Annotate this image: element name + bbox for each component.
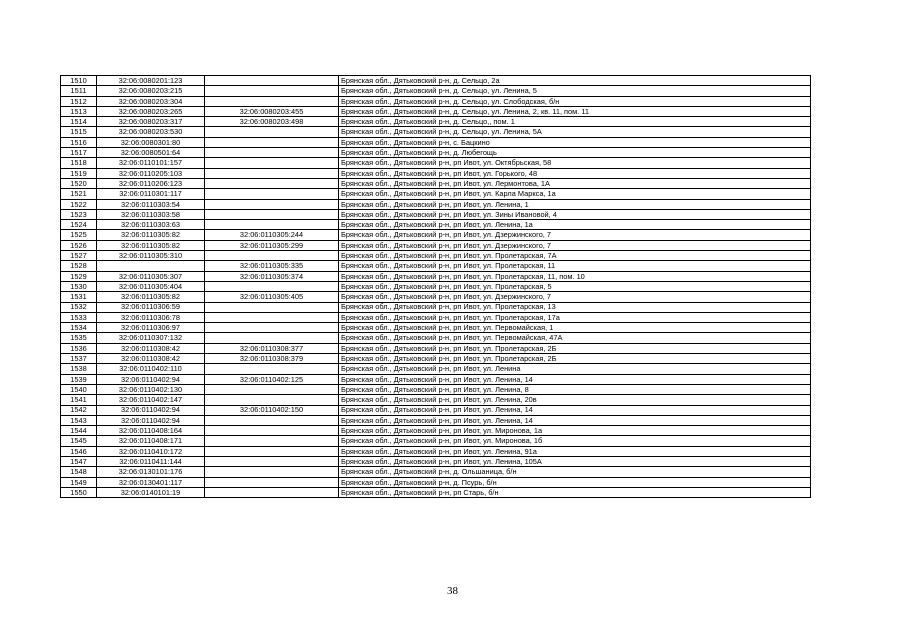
table-row bbox=[61, 436, 811, 446]
row-number-cell: 1541 bbox=[61, 395, 97, 405]
object-cadastral-number-cell bbox=[205, 395, 339, 405]
row-number-cell: 1527 bbox=[61, 251, 97, 261]
row-number-cell: 1534 bbox=[61, 323, 97, 333]
object-cadastral-number-cell bbox=[205, 426, 339, 436]
address-cell: Брянская обл., Дятьковский р-н, д. Ольшаница, б/н bbox=[339, 467, 811, 477]
row-number-cell: 1547 bbox=[61, 456, 97, 466]
row-number-cell: 1531 bbox=[61, 292, 97, 302]
address-cell: Брянская обл., Дятьковский р-н, рп Ивот, ул. Ленина, 91а bbox=[339, 446, 811, 456]
cadastral-number-cell: 32:06:0110305:82 bbox=[97, 292, 205, 302]
object-cadastral-number-cell bbox=[205, 209, 339, 219]
cadastral-number-cell: 32:06:0110305:404 bbox=[97, 281, 205, 291]
object-cadastral-number-cell: 32:06:0110305:244 bbox=[205, 230, 339, 240]
object-cadastral-number-cell: 32:06:0110402:150 bbox=[205, 405, 339, 415]
row-number-cell: 1543 bbox=[61, 415, 97, 425]
table-row bbox=[61, 487, 811, 497]
object-cadastral-number-cell bbox=[205, 96, 339, 106]
table-row bbox=[61, 209, 811, 219]
object-cadastral-number-cell bbox=[205, 137, 339, 147]
address-cell: Брянская обл., Дятьковский р-н, рп Ивот, ул. Пролетарская, 2Б bbox=[339, 354, 811, 364]
cadastral-number-cell: 32:06:0110305:307 bbox=[97, 271, 205, 281]
row-number-cell: 1517 bbox=[61, 148, 97, 158]
table-row bbox=[61, 446, 811, 456]
row-number-cell: 1536 bbox=[61, 343, 97, 353]
cadastral-number-cell: 32:06:0110305:82 bbox=[97, 230, 205, 240]
address-cell: Брянская обл., Дятьковский р-н, д. Сельцо, ул. Ленина, 5А bbox=[339, 127, 811, 137]
cadastral-number-cell: 32:06:0110408:164 bbox=[97, 426, 205, 436]
cadastral-number-cell: 32:06:0110402:130 bbox=[97, 384, 205, 394]
object-cadastral-number-cell: 32:06:0110308:377 bbox=[205, 343, 339, 353]
row-number-cell: 1510 bbox=[61, 76, 97, 86]
table-row bbox=[61, 354, 811, 364]
address-cell: Брянская обл., Дятьковский р-н, рп Ивот, ул. Ленина, 14 bbox=[339, 374, 811, 384]
row-number-cell: 1511 bbox=[61, 86, 97, 96]
object-cadastral-number-cell bbox=[205, 436, 339, 446]
cadastral-number-cell: 32:06:0110303:63 bbox=[97, 220, 205, 230]
table-row bbox=[61, 158, 811, 168]
row-number-cell: 1550 bbox=[61, 487, 97, 497]
address-cell: Брянская обл., Дятьковский р-н, рп Ивот, ул. Ленина, 1 bbox=[339, 199, 811, 209]
table-row bbox=[61, 467, 811, 477]
address-cell: Брянская обл., Дятьковский р-н, рп Ивот, ул. Зины Ивановой, 4 bbox=[339, 209, 811, 219]
object-cadastral-number-cell: 32:06:0110308:379 bbox=[205, 354, 339, 364]
cadastral-number-cell: 32:06:0110408:171 bbox=[97, 436, 205, 446]
address-cell: Брянская обл., Дятьковский р-н, рп Ивот, ул. Ленина, 14 bbox=[339, 405, 811, 415]
cadastral-number-cell: 32:06:0130401:117 bbox=[97, 477, 205, 487]
object-cadastral-number-cell bbox=[205, 467, 339, 477]
address-cell: Брянская обл., Дятьковский р-н, д. Сельцо,, пом. 1 bbox=[339, 117, 811, 127]
table-row bbox=[61, 415, 811, 425]
address-cell: Брянская обл., Дятьковский р-н, рп Ивот, ул. Карла Маркса, 1а bbox=[339, 189, 811, 199]
row-number-cell: 1525 bbox=[61, 230, 97, 240]
table-row bbox=[61, 333, 811, 343]
cadastral-number-cell: 32:06:0110402:94 bbox=[97, 415, 205, 425]
object-cadastral-number-cell bbox=[205, 86, 339, 96]
address-cell: Брянская обл., Дятьковский р-н, д. Псурь, б/н bbox=[339, 477, 811, 487]
address-cell: Брянская обл., Дятьковский р-н, рп Ивот, ул. Первомайская, 47А bbox=[339, 333, 811, 343]
address-cell: Брянская обл., Дятьковский р-н, д. Сельцо, ул. Ленина, 5 bbox=[339, 86, 811, 96]
row-number-cell: 1521 bbox=[61, 189, 97, 199]
address-cell: Брянская обл., Дятьковский р-н, рп Ивот, ул. Дзержинского, 7 bbox=[339, 230, 811, 240]
address-cell: Брянская обл., Дятьковский р-н, д. Любегощь bbox=[339, 148, 811, 158]
address-cell: Брянская обл., Дятьковский р-н, д. Сельцо, ул. Ленина, 2, кв. 11, пом. 11 bbox=[339, 106, 811, 116]
table-row bbox=[61, 302, 811, 312]
table-row bbox=[61, 374, 811, 384]
cadastral-number-cell: 32:06:0080501:64 bbox=[97, 148, 205, 158]
address-cell: Брянская обл., Дятьковский р-н, рп Ивот, ул. Лермонтова, 1А bbox=[339, 178, 811, 188]
address-cell: Брянская обл., Дятьковский р-н, рп Ивот, ул. Ленина, 14 bbox=[339, 415, 811, 425]
address-cell: Брянская обл., Дятьковский р-н, рп Ивот, ул. Миронова, 1а bbox=[339, 426, 811, 436]
object-cadastral-number-cell: 32:06:0110402:125 bbox=[205, 374, 339, 384]
cadastral-number-cell: 32:06:0110402:94 bbox=[97, 374, 205, 384]
address-cell: Брянская обл., Дятьковский р-н, рп Ивот, ул. Дзержинского, 7 bbox=[339, 240, 811, 250]
address-cell: Брянская обл., Дятьковский р-н, рп Ивот, ул. Пролетарская, 13 bbox=[339, 302, 811, 312]
cadastral-number-cell: 32:06:0110101:157 bbox=[97, 158, 205, 168]
address-cell: Брянская обл., Дятьковский р-н, рп Ивот, ул. Ленина, 1а bbox=[339, 220, 811, 230]
table-row bbox=[61, 168, 811, 178]
cadastral-number-cell: 32:06:0110402:94 bbox=[97, 405, 205, 415]
object-cadastral-number-cell: 32:06:0080203:498 bbox=[205, 117, 339, 127]
address-cell: Брянская обл., Дятьковский р-н, д. Сельцо, ул. Слободская, б/н bbox=[339, 96, 811, 106]
object-cadastral-number-cell: 32:06:0110305:299 bbox=[205, 240, 339, 250]
row-number-cell: 1546 bbox=[61, 446, 97, 456]
table-row bbox=[61, 477, 811, 487]
cadastral-number-cell: 32:06:0110305:82 bbox=[97, 240, 205, 250]
cadastral-number-cell: 32:06:0110410:172 bbox=[97, 446, 205, 456]
row-number-cell: 1513 bbox=[61, 106, 97, 116]
row-number-cell: 1522 bbox=[61, 199, 97, 209]
row-number-cell: 1528 bbox=[61, 261, 97, 271]
row-number-cell: 1538 bbox=[61, 364, 97, 374]
table-row bbox=[61, 384, 811, 394]
row-number-cell: 1537 bbox=[61, 354, 97, 364]
table-row bbox=[61, 292, 811, 302]
row-number-cell: 1545 bbox=[61, 436, 97, 446]
row-number-cell: 1519 bbox=[61, 168, 97, 178]
object-cadastral-number-cell: 32:06:0110305:374 bbox=[205, 271, 339, 281]
table-row bbox=[61, 199, 811, 209]
cadastral-number-cell: 32:06:0080301:80 bbox=[97, 137, 205, 147]
cadastral-number-cell: 32:06:0110303:54 bbox=[97, 199, 205, 209]
cadastral-number-cell: 32:06:0110308:42 bbox=[97, 343, 205, 353]
object-cadastral-number-cell bbox=[205, 148, 339, 158]
object-cadastral-number-cell bbox=[205, 384, 339, 394]
cadastral-number-cell: 32:06:0110402:110 bbox=[97, 364, 205, 374]
table-row bbox=[61, 86, 811, 96]
row-number-cell: 1514 bbox=[61, 117, 97, 127]
address-cell: Брянская обл., Дятьковский р-н, рп Ивот, ул. Пролетарская, 2Б bbox=[339, 343, 811, 353]
object-cadastral-number-cell bbox=[205, 446, 339, 456]
cadastral-number-cell bbox=[97, 261, 205, 271]
row-number-cell: 1524 bbox=[61, 220, 97, 230]
row-number-cell: 1530 bbox=[61, 281, 97, 291]
cadastral-number-cell: 32:06:0080201:123 bbox=[97, 76, 205, 86]
table-row bbox=[61, 76, 811, 86]
cadastral-table bbox=[60, 75, 811, 498]
object-cadastral-number-cell bbox=[205, 281, 339, 291]
object-cadastral-number-cell bbox=[205, 251, 339, 261]
object-cadastral-number-cell: 32:06:0110305:335 bbox=[205, 261, 339, 271]
address-cell: Брянская обл., Дятьковский р-н, рп Ивот, ул. Дзержинского, 7 bbox=[339, 292, 811, 302]
cadastral-number-cell: 32:06:0110303:58 bbox=[97, 209, 205, 219]
table-row bbox=[61, 456, 811, 466]
object-cadastral-number-cell: 32:06:0080203:455 bbox=[205, 106, 339, 116]
row-number-cell: 1532 bbox=[61, 302, 97, 312]
row-number-cell: 1515 bbox=[61, 127, 97, 137]
address-cell: Брянская обл., Дятьковский р-н, рп Ивот, ул. Пролетарская, 5 bbox=[339, 281, 811, 291]
cadastral-number-cell: 32:06:0110306:97 bbox=[97, 323, 205, 333]
address-cell: Брянская обл., Дятьковский р-н, рп Ивот, ул. Ленина, 105А bbox=[339, 456, 811, 466]
cadastral-number-cell: 32:06:0140101:19 bbox=[97, 487, 205, 497]
object-cadastral-number-cell bbox=[205, 220, 339, 230]
object-cadastral-number-cell bbox=[205, 456, 339, 466]
table-row bbox=[61, 271, 811, 281]
cadastral-number-cell: 32:06:0110307:132 bbox=[97, 333, 205, 343]
address-cell: Брянская обл., Дятьковский р-н, рп Ивот, ул. Пролетарская, 7А bbox=[339, 251, 811, 261]
object-cadastral-number-cell bbox=[205, 323, 339, 333]
row-number-cell: 1518 bbox=[61, 158, 97, 168]
table-row bbox=[61, 405, 811, 415]
table-row bbox=[61, 220, 811, 230]
table-row bbox=[61, 261, 811, 271]
address-cell: Брянская обл., Дятьковский р-н, рп Ивот, ул. Миронова, 1б bbox=[339, 436, 811, 446]
cadastral-number-cell: 32:06:0080203:215 bbox=[97, 86, 205, 96]
cadastral-table-body bbox=[61, 76, 811, 498]
table-row bbox=[61, 117, 811, 127]
address-cell: Брянская обл., Дятьковский р-н, д. Сельцо, 2а bbox=[339, 76, 811, 86]
address-cell: Брянская обл., Дятьковский р-н, рп Ивот, ул. Ленина bbox=[339, 364, 811, 374]
row-number-cell: 1548 bbox=[61, 467, 97, 477]
cadastral-number-cell: 32:06:0110411:144 bbox=[97, 456, 205, 466]
table-row bbox=[61, 230, 811, 240]
object-cadastral-number-cell bbox=[205, 76, 339, 86]
table-row bbox=[61, 312, 811, 322]
row-number-cell: 1512 bbox=[61, 96, 97, 106]
table-row bbox=[61, 395, 811, 405]
address-cell: Брянская обл., Дятьковский р-н, с. Бацкино bbox=[339, 137, 811, 147]
page-number: 38 bbox=[447, 585, 458, 597]
cadastral-number-cell: 32:06:0110308:42 bbox=[97, 354, 205, 364]
cadastral-number-cell: 32:06:0110301:117 bbox=[97, 189, 205, 199]
table-row bbox=[61, 323, 811, 333]
row-number-cell: 1535 bbox=[61, 333, 97, 343]
address-cell: Брянская обл., Дятьковский р-н, рп Ивот, ул. Горького, 48 bbox=[339, 168, 811, 178]
object-cadastral-number-cell bbox=[205, 312, 339, 322]
cadastral-number-cell: 32:06:0080203:317 bbox=[97, 117, 205, 127]
object-cadastral-number-cell bbox=[205, 364, 339, 374]
row-number-cell: 1526 bbox=[61, 240, 97, 250]
row-number-cell: 1540 bbox=[61, 384, 97, 394]
table-row bbox=[61, 426, 811, 436]
address-cell: Брянская обл., Дятьковский р-н, рп Ивот, ул. Пролетарская, 11 bbox=[339, 261, 811, 271]
address-cell: Брянская обл., Дятьковский р-н, рп Ивот, ул. Пролетарская, 17а bbox=[339, 312, 811, 322]
address-cell: Брянская обл., Дятьковский р-н, рп Ивот, ул. Первомайская, 1 bbox=[339, 323, 811, 333]
row-number-cell: 1542 bbox=[61, 405, 97, 415]
cadastral-number-cell: 32:06:0130101:176 bbox=[97, 467, 205, 477]
object-cadastral-number-cell bbox=[205, 189, 339, 199]
object-cadastral-number-cell bbox=[205, 199, 339, 209]
address-cell: Брянская обл., Дятьковский р-н, рп Ивот, ул. Ленина, 20в bbox=[339, 395, 811, 405]
row-number-cell: 1533 bbox=[61, 312, 97, 322]
table-row bbox=[61, 148, 811, 158]
cadastral-number-cell: 32:06:0110306:59 bbox=[97, 302, 205, 312]
address-cell: Брянская обл., Дятьковский р-н, рп Ивот, ул. Октябрьская, 58 bbox=[339, 158, 811, 168]
cadastral-number-cell: 32:06:0110402:147 bbox=[97, 395, 205, 405]
cadastral-number-cell: 32:06:0110205:103 bbox=[97, 168, 205, 178]
table-row bbox=[61, 96, 811, 106]
cadastral-number-cell: 32:06:0080203:304 bbox=[97, 96, 205, 106]
object-cadastral-number-cell: 32:06:0110305:405 bbox=[205, 292, 339, 302]
cadastral-number-cell: 32:06:0080203:530 bbox=[97, 127, 205, 137]
row-number-cell: 1539 bbox=[61, 374, 97, 384]
table-row bbox=[61, 178, 811, 188]
row-number-cell: 1544 bbox=[61, 426, 97, 436]
cadastral-number-cell: 32:06:0110305:310 bbox=[97, 251, 205, 261]
object-cadastral-number-cell bbox=[205, 487, 339, 497]
table-row bbox=[61, 240, 811, 250]
table-row bbox=[61, 251, 811, 261]
row-number-cell: 1520 bbox=[61, 178, 97, 188]
address-cell: Брянская обл., Дятьковский р-н, рп Ивот, ул. Ленина, 8 bbox=[339, 384, 811, 394]
address-cell: Брянская обл., Дятьковский р-н, рп Ивот, ул. Пролетарская, 11, пом. 10 bbox=[339, 271, 811, 281]
object-cadastral-number-cell bbox=[205, 178, 339, 188]
row-number-cell: 1523 bbox=[61, 209, 97, 219]
cadastral-number-cell: 32:06:0110206:123 bbox=[97, 178, 205, 188]
cadastral-number-cell: 32:06:0080203:265 bbox=[97, 106, 205, 116]
object-cadastral-number-cell bbox=[205, 302, 339, 312]
table-row bbox=[61, 364, 811, 374]
table-row bbox=[61, 106, 811, 116]
table-row bbox=[61, 127, 811, 137]
row-number-cell: 1549 bbox=[61, 477, 97, 487]
object-cadastral-number-cell bbox=[205, 158, 339, 168]
table-row bbox=[61, 137, 811, 147]
table-row bbox=[61, 343, 811, 353]
object-cadastral-number-cell bbox=[205, 168, 339, 178]
table-row bbox=[61, 281, 811, 291]
object-cadastral-number-cell bbox=[205, 127, 339, 137]
address-cell: Брянская обл., Дятьковский р-н, рп Старь, б/н bbox=[339, 487, 811, 497]
cadastral-number-cell: 32:06:0110306:78 bbox=[97, 312, 205, 322]
table-row bbox=[61, 189, 811, 199]
object-cadastral-number-cell bbox=[205, 333, 339, 343]
object-cadastral-number-cell bbox=[205, 415, 339, 425]
object-cadastral-number-cell bbox=[205, 477, 339, 487]
row-number-cell: 1529 bbox=[61, 271, 97, 281]
row-number-cell: 1516 bbox=[61, 137, 97, 147]
